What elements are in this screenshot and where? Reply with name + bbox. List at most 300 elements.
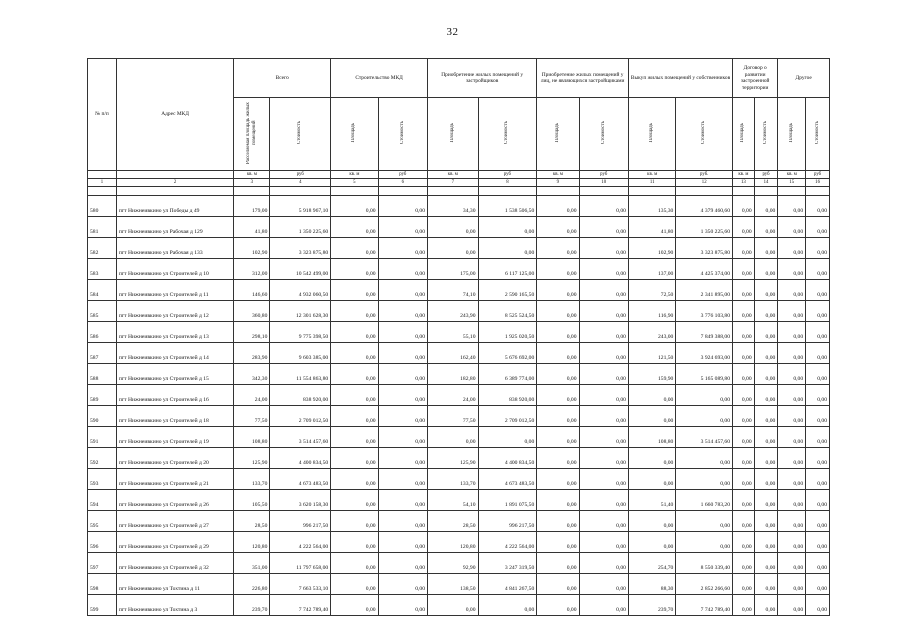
row-value: 88,30 bbox=[628, 574, 675, 595]
row-value: 0,00 bbox=[754, 259, 778, 280]
row-value: 2 590 165,50 bbox=[478, 280, 537, 301]
row-value: 0,00 bbox=[537, 406, 579, 427]
row-value: 0,00 bbox=[778, 259, 806, 280]
row-value: 179,00 bbox=[234, 196, 270, 217]
row-value: 312,00 bbox=[234, 259, 270, 280]
row-value: 0,00 bbox=[628, 385, 675, 406]
row-value: 0,00 bbox=[378, 553, 427, 574]
row-value: 0,00 bbox=[806, 490, 830, 511]
row-value: 0,00 bbox=[579, 574, 628, 595]
row-value: 0,00 bbox=[733, 364, 755, 385]
row-number: 594 bbox=[88, 490, 117, 511]
table-row bbox=[88, 280, 830, 301]
row-value: 0,00 bbox=[754, 574, 778, 595]
units-cell: кв. м bbox=[733, 171, 755, 179]
column-number-cell: 10 bbox=[579, 179, 628, 187]
row-value: 0,00 bbox=[806, 532, 830, 553]
row-value: 0,00 bbox=[778, 322, 806, 343]
row-value: 55,10 bbox=[428, 322, 478, 343]
column-number-cell: 12 bbox=[676, 179, 733, 187]
row-address: пгт Нижнеивкино ул Рабочая д 133 bbox=[116, 238, 233, 259]
row-value: 2 341 895,00 bbox=[676, 280, 733, 301]
row-value: 0,00 bbox=[754, 217, 778, 238]
row-value: 4 841 267,50 bbox=[478, 574, 537, 595]
row-value: 0,00 bbox=[579, 532, 628, 553]
row-value: 4 400 834,50 bbox=[270, 448, 331, 469]
row-value: 0,00 bbox=[778, 595, 806, 616]
row-value: 0,00 bbox=[331, 427, 378, 448]
row-value: 0,00 bbox=[378, 343, 427, 364]
units-cell: руб bbox=[579, 171, 628, 179]
row-value: 0,00 bbox=[579, 301, 628, 322]
row-value: 0,00 bbox=[537, 532, 579, 553]
row-value: 0,00 bbox=[806, 196, 830, 217]
header-address: Адрес МКД bbox=[116, 59, 233, 171]
column-number-cell: 14 bbox=[754, 179, 778, 187]
table-row bbox=[88, 364, 830, 385]
row-value: 133,70 bbox=[234, 469, 270, 490]
table-row bbox=[88, 196, 830, 217]
units-cell bbox=[116, 171, 233, 179]
row-value: 1 350 225,60 bbox=[676, 217, 733, 238]
column-number-cell: 11 bbox=[628, 179, 675, 187]
row-value: 0,00 bbox=[331, 553, 378, 574]
row-value: 0,00 bbox=[733, 343, 755, 364]
row-value: 9 603 385,00 bbox=[270, 343, 331, 364]
row-value: 298,10 bbox=[234, 322, 270, 343]
row-value: 0,00 bbox=[537, 217, 579, 238]
row-number: 590 bbox=[88, 406, 117, 427]
row-value: 54,10 bbox=[428, 490, 478, 511]
row-value: 3 620 158,30 bbox=[270, 490, 331, 511]
row-value: 0,00 bbox=[428, 427, 478, 448]
row-value: 10 542 499,00 bbox=[270, 259, 331, 280]
row-value: 996 217,50 bbox=[478, 511, 537, 532]
row-value: 108,80 bbox=[234, 427, 270, 448]
row-value: 34,30 bbox=[428, 196, 478, 217]
row-value: 0,00 bbox=[806, 448, 830, 469]
header-sub-cost: Стоимость bbox=[297, 121, 303, 145]
table-row bbox=[88, 238, 830, 259]
row-value: 125,90 bbox=[428, 448, 478, 469]
row-address: пгт Нижнеивкино ул Строителей д 15 bbox=[116, 364, 233, 385]
row-address: пгт Нижнеивкино ул Победы д 49 bbox=[116, 196, 233, 217]
row-value: 0,00 bbox=[378, 196, 427, 217]
row-value: 0,00 bbox=[378, 532, 427, 553]
row-address: пгт Нижнеивкино ул Строителей д 20 bbox=[116, 448, 233, 469]
row-value: 0,00 bbox=[579, 322, 628, 343]
row-address: пгт Нижнеивкино ул Тохтина д 3 bbox=[116, 595, 233, 616]
row-value: 0,00 bbox=[537, 448, 579, 469]
row-value: 0,00 bbox=[331, 532, 378, 553]
row-number: 588 bbox=[88, 364, 117, 385]
row-value: 0,00 bbox=[331, 574, 378, 595]
row-address: пгт Нижнеивкино ул Тохтина д 11 bbox=[116, 574, 233, 595]
row-value: 351,00 bbox=[234, 553, 270, 574]
units-cell: кв. м bbox=[428, 171, 478, 179]
row-value: 0,00 bbox=[733, 238, 755, 259]
row-value: 283,90 bbox=[234, 343, 270, 364]
units-cell: кв. м bbox=[778, 171, 806, 179]
row-value: 0,00 bbox=[579, 196, 628, 217]
row-value: 0,00 bbox=[537, 238, 579, 259]
row-address: пгт Нижнеивкино ул Строителей д 27 bbox=[116, 511, 233, 532]
column-number-cell: 4 bbox=[270, 179, 331, 187]
row-value: 0,00 bbox=[378, 238, 427, 259]
row-value: 239,70 bbox=[234, 595, 270, 616]
row-value: 0,00 bbox=[733, 322, 755, 343]
header-sub-area-total: Расселяемая площадь жилых помещений bbox=[245, 102, 257, 164]
column-number-cell: 6 bbox=[378, 179, 427, 187]
row-value: 6 117 125,00 bbox=[478, 259, 537, 280]
table-row bbox=[88, 301, 830, 322]
row-value: 0,00 bbox=[579, 238, 628, 259]
row-value: 0,00 bbox=[537, 322, 579, 343]
header-sub-area: Площадь bbox=[351, 123, 357, 143]
row-value: 24,00 bbox=[234, 385, 270, 406]
row-value: 8 525 524,50 bbox=[478, 301, 537, 322]
column-number-cell: 7 bbox=[428, 179, 478, 187]
row-value: 0,00 bbox=[778, 343, 806, 364]
row-value: 0,00 bbox=[806, 217, 830, 238]
row-value: 51,40 bbox=[628, 490, 675, 511]
table-row bbox=[88, 511, 830, 532]
row-value: 0,00 bbox=[537, 469, 579, 490]
row-value: 0,00 bbox=[733, 301, 755, 322]
row-value: 0,00 bbox=[733, 385, 755, 406]
row-value: 0,00 bbox=[733, 469, 755, 490]
row-address: пгт Нижнеивкино ул Строителей д 14 bbox=[116, 343, 233, 364]
row-value: 0,00 bbox=[378, 385, 427, 406]
row-value: 0,00 bbox=[806, 259, 830, 280]
row-value: 0,00 bbox=[628, 448, 675, 469]
row-value: 3 924 693,00 bbox=[676, 343, 733, 364]
row-value: 138,50 bbox=[428, 574, 478, 595]
row-value: 0,00 bbox=[579, 343, 628, 364]
row-value: 11 797 658,00 bbox=[270, 553, 331, 574]
row-address: пгт Нижнеивкино ул Строителей д 10 bbox=[116, 259, 233, 280]
header-group-total: Всего bbox=[234, 59, 331, 98]
row-value: 4 379 460,60 bbox=[676, 196, 733, 217]
header-sub-cost: Стоимость bbox=[399, 121, 405, 145]
row-value: 120,80 bbox=[428, 532, 478, 553]
row-value: 0,00 bbox=[378, 448, 427, 469]
row-value: 3 323 875,80 bbox=[270, 238, 331, 259]
row-value: 0,00 bbox=[733, 217, 755, 238]
row-value: 77,50 bbox=[428, 406, 478, 427]
row-value: 4 425 374,00 bbox=[676, 259, 733, 280]
row-value: 102,90 bbox=[234, 238, 270, 259]
row-value: 2 709 012,50 bbox=[270, 406, 331, 427]
row-value: 105,50 bbox=[234, 490, 270, 511]
row-value: 0,00 bbox=[537, 385, 579, 406]
row-value: 11 554 863,80 bbox=[270, 364, 331, 385]
row-value: 6 389 774,00 bbox=[478, 364, 537, 385]
row-value: 0,00 bbox=[778, 238, 806, 259]
row-value: 0,00 bbox=[778, 280, 806, 301]
row-value: 1 891 075,50 bbox=[478, 490, 537, 511]
table-row bbox=[88, 406, 830, 427]
row-value: 0,00 bbox=[378, 574, 427, 595]
header-sub-area: Площадь bbox=[740, 123, 746, 143]
row-address: пгт Нижнеивкино ул Строителей д 16 bbox=[116, 385, 233, 406]
row-number: 582 bbox=[88, 238, 117, 259]
row-number: 580 bbox=[88, 196, 117, 217]
row-value: 4 400 834,50 bbox=[478, 448, 537, 469]
row-value: 0,00 bbox=[806, 280, 830, 301]
row-value: 0,00 bbox=[537, 595, 579, 616]
row-address: пгт Нижнеивкино ул Строителей д 11 bbox=[116, 280, 233, 301]
row-value: 0,00 bbox=[378, 259, 427, 280]
row-value: 0,00 bbox=[778, 217, 806, 238]
units-cell: кв. м bbox=[234, 171, 270, 179]
header-sub-cost: Стоимость bbox=[701, 121, 707, 145]
units-cell: руб bbox=[378, 171, 427, 179]
row-value: 3 247 319,50 bbox=[478, 553, 537, 574]
row-value: 1 350 225,60 bbox=[270, 217, 331, 238]
row-value: 0,00 bbox=[733, 511, 755, 532]
row-value: 0,00 bbox=[378, 595, 427, 616]
header-group-buyout: Выкуп жилых помещений у собственников bbox=[628, 59, 732, 98]
row-value: 7 742 789,40 bbox=[270, 595, 331, 616]
row-value: 0,00 bbox=[331, 469, 378, 490]
row-value: 137,00 bbox=[628, 259, 675, 280]
row-value: 0,00 bbox=[754, 406, 778, 427]
row-value: 0,00 bbox=[754, 490, 778, 511]
row-number: 581 bbox=[88, 217, 117, 238]
row-value: 7 849 388,00 bbox=[676, 322, 733, 343]
row-value: 0,00 bbox=[806, 238, 830, 259]
row-value: 1 538 506,50 bbox=[478, 196, 537, 217]
units-row bbox=[88, 171, 830, 179]
row-value: 0,00 bbox=[733, 448, 755, 469]
row-value: 162,40 bbox=[428, 343, 478, 364]
units-cell: кв. м bbox=[537, 171, 579, 179]
units-cell: руб bbox=[754, 171, 778, 179]
row-value: 0,00 bbox=[537, 490, 579, 511]
table-body bbox=[88, 171, 830, 616]
row-value: 0,00 bbox=[806, 364, 830, 385]
row-value: 0,00 bbox=[579, 259, 628, 280]
row-value: 0,00 bbox=[579, 469, 628, 490]
row-value: 0,00 bbox=[331, 322, 378, 343]
header-sub-cost: Стоимость bbox=[814, 121, 820, 145]
row-value: 120,80 bbox=[234, 532, 270, 553]
header-group-construction: Строительство МКД bbox=[331, 59, 428, 98]
row-value: 7 663 533,10 bbox=[270, 574, 331, 595]
row-value: 135,30 bbox=[628, 196, 675, 217]
row-value: 254,70 bbox=[628, 553, 675, 574]
row-value: 0,00 bbox=[733, 427, 755, 448]
units-cell: руб bbox=[478, 171, 537, 179]
row-number: 584 bbox=[88, 280, 117, 301]
row-value: 0,00 bbox=[676, 385, 733, 406]
page-number: 32 bbox=[446, 26, 459, 38]
row-value: 996 217,50 bbox=[270, 511, 331, 532]
row-value: 243,90 bbox=[428, 301, 478, 322]
row-value: 0,00 bbox=[676, 511, 733, 532]
row-value: 0,00 bbox=[537, 301, 579, 322]
row-value: 1 660 783,20 bbox=[676, 490, 733, 511]
units-cell: руб bbox=[270, 171, 331, 179]
row-value: 0,00 bbox=[378, 469, 427, 490]
row-value: 0,00 bbox=[754, 196, 778, 217]
row-value: 102,90 bbox=[628, 238, 675, 259]
row-value: 74,10 bbox=[428, 280, 478, 301]
row-value: 0,00 bbox=[579, 553, 628, 574]
row-value: 0,00 bbox=[754, 280, 778, 301]
row-value: 0,00 bbox=[733, 196, 755, 217]
row-value: 12 301 628,30 bbox=[270, 301, 331, 322]
row-value: 0,00 bbox=[378, 364, 427, 385]
row-value: 0,00 bbox=[628, 532, 675, 553]
row-value: 0,00 bbox=[676, 532, 733, 553]
header-sub-area: Площадь bbox=[554, 123, 560, 143]
row-value: 0,00 bbox=[778, 490, 806, 511]
row-value: 0,00 bbox=[537, 364, 579, 385]
resettlement-table bbox=[87, 58, 830, 616]
row-value: 0,00 bbox=[331, 595, 378, 616]
row-value: 3 514 457,60 bbox=[676, 427, 733, 448]
row-value: 342,30 bbox=[234, 364, 270, 385]
row-value: 0,00 bbox=[754, 448, 778, 469]
row-value: 0,00 bbox=[331, 280, 378, 301]
row-value: 0,00 bbox=[579, 490, 628, 511]
spacer-row bbox=[88, 187, 830, 196]
row-value: 0,00 bbox=[806, 511, 830, 532]
row-value: 0,00 bbox=[806, 469, 830, 490]
row-value: 0,00 bbox=[778, 385, 806, 406]
table-row bbox=[88, 532, 830, 553]
row-value: 0,00 bbox=[579, 511, 628, 532]
row-value: 0,00 bbox=[754, 532, 778, 553]
row-number: 585 bbox=[88, 301, 117, 322]
row-value: 0,00 bbox=[378, 217, 427, 238]
table-row bbox=[88, 259, 830, 280]
row-address: пгт Нижнеивкино ул Строителей д 21 bbox=[116, 469, 233, 490]
row-value: 0,00 bbox=[378, 406, 427, 427]
row-value: 92,90 bbox=[428, 553, 478, 574]
row-value: 0,00 bbox=[478, 595, 537, 616]
row-number: 592 bbox=[88, 448, 117, 469]
row-value: 0,00 bbox=[378, 280, 427, 301]
row-value: 182,80 bbox=[428, 364, 478, 385]
row-address: пгт Нижнеивкино ул Рабочая д 129 bbox=[116, 217, 233, 238]
row-number: 597 bbox=[88, 553, 117, 574]
header-sub-area: Площадь bbox=[449, 123, 455, 143]
row-value: 0,00 bbox=[579, 217, 628, 238]
row-value: 0,00 bbox=[778, 427, 806, 448]
table-row bbox=[88, 574, 830, 595]
header-sub-cost: Стоимость bbox=[504, 121, 510, 145]
row-value: 108,80 bbox=[628, 427, 675, 448]
row-value: 0,00 bbox=[778, 553, 806, 574]
header-num: № п/п bbox=[88, 59, 117, 171]
row-value: 0,00 bbox=[579, 280, 628, 301]
row-value: 0,00 bbox=[778, 364, 806, 385]
row-value: 0,00 bbox=[331, 217, 378, 238]
row-number: 587 bbox=[88, 343, 117, 364]
row-value: 0,00 bbox=[428, 238, 478, 259]
row-value: 0,00 bbox=[331, 196, 378, 217]
row-value: 838 920,00 bbox=[478, 385, 537, 406]
row-value: 0,00 bbox=[331, 385, 378, 406]
table-row bbox=[88, 343, 830, 364]
row-number: 593 bbox=[88, 469, 117, 490]
row-value: 1 925 020,50 bbox=[478, 322, 537, 343]
row-value: 0,00 bbox=[733, 259, 755, 280]
units-cell: кв. м bbox=[628, 171, 675, 179]
row-value: 0,00 bbox=[754, 238, 778, 259]
row-address: пгт Нижнеивкино ул Строителей д 26 bbox=[116, 490, 233, 511]
row-value: 0,00 bbox=[378, 511, 427, 532]
header-group-non-developers: Приобретение жилых помещений у лиц, не являющихся застройщиками bbox=[537, 59, 629, 98]
row-value: 360,80 bbox=[234, 301, 270, 322]
row-value: 0,00 bbox=[331, 364, 378, 385]
column-number-cell: 15 bbox=[778, 179, 806, 187]
column-number-cell: 13 bbox=[733, 179, 755, 187]
row-value: 0,00 bbox=[733, 406, 755, 427]
units-cell: кв. м bbox=[331, 171, 378, 179]
units-cell: руб. bbox=[676, 171, 733, 179]
row-value: 8 550 339,40 bbox=[676, 553, 733, 574]
row-value: 5 918 967,10 bbox=[270, 196, 331, 217]
row-value: 0,00 bbox=[579, 595, 628, 616]
row-value: 0,00 bbox=[331, 406, 378, 427]
row-number: 598 bbox=[88, 574, 117, 595]
row-value: 0,00 bbox=[428, 217, 478, 238]
column-number-cell: 16 bbox=[806, 179, 830, 187]
row-value: 0,00 bbox=[537, 280, 579, 301]
row-number: 596 bbox=[88, 532, 117, 553]
row-value: 0,00 bbox=[754, 469, 778, 490]
column-number-cell: 3 bbox=[234, 179, 270, 187]
row-value: 3 323 875,80 bbox=[676, 238, 733, 259]
column-number-cell: 2 bbox=[116, 179, 233, 187]
row-value: 0,00 bbox=[676, 406, 733, 427]
row-value: 28,50 bbox=[234, 511, 270, 532]
table-row bbox=[88, 595, 830, 616]
row-value: 0,00 bbox=[754, 322, 778, 343]
row-value: 0,00 bbox=[778, 532, 806, 553]
row-value: 0,00 bbox=[778, 469, 806, 490]
row-value: 0,00 bbox=[778, 511, 806, 532]
row-value: 0,00 bbox=[806, 427, 830, 448]
row-value: 0,00 bbox=[628, 511, 675, 532]
row-value: 0,00 bbox=[806, 574, 830, 595]
row-value: 0,00 bbox=[579, 427, 628, 448]
row-value: 0,00 bbox=[676, 448, 733, 469]
row-value: 0,00 bbox=[478, 238, 537, 259]
row-value: 0,00 bbox=[806, 343, 830, 364]
row-value: 0,00 bbox=[806, 595, 830, 616]
table-row bbox=[88, 448, 830, 469]
row-address: пгт Нижнеивкино ул Строителей д 13 bbox=[116, 322, 233, 343]
row-value: 0,00 bbox=[733, 574, 755, 595]
row-address: пгт Нижнеивкино ул Строителей д 32 bbox=[116, 553, 233, 574]
row-value: 0,00 bbox=[733, 553, 755, 574]
row-value: 239,70 bbox=[628, 595, 675, 616]
table-row bbox=[88, 469, 830, 490]
table-row bbox=[88, 490, 830, 511]
row-number: 599 bbox=[88, 595, 117, 616]
row-value: 0,00 bbox=[579, 448, 628, 469]
row-value: 0,00 bbox=[754, 427, 778, 448]
row-value: 3 514 457,60 bbox=[270, 427, 331, 448]
row-value: 4 222 564,00 bbox=[478, 532, 537, 553]
row-number: 589 bbox=[88, 385, 117, 406]
row-value: 0,00 bbox=[778, 406, 806, 427]
